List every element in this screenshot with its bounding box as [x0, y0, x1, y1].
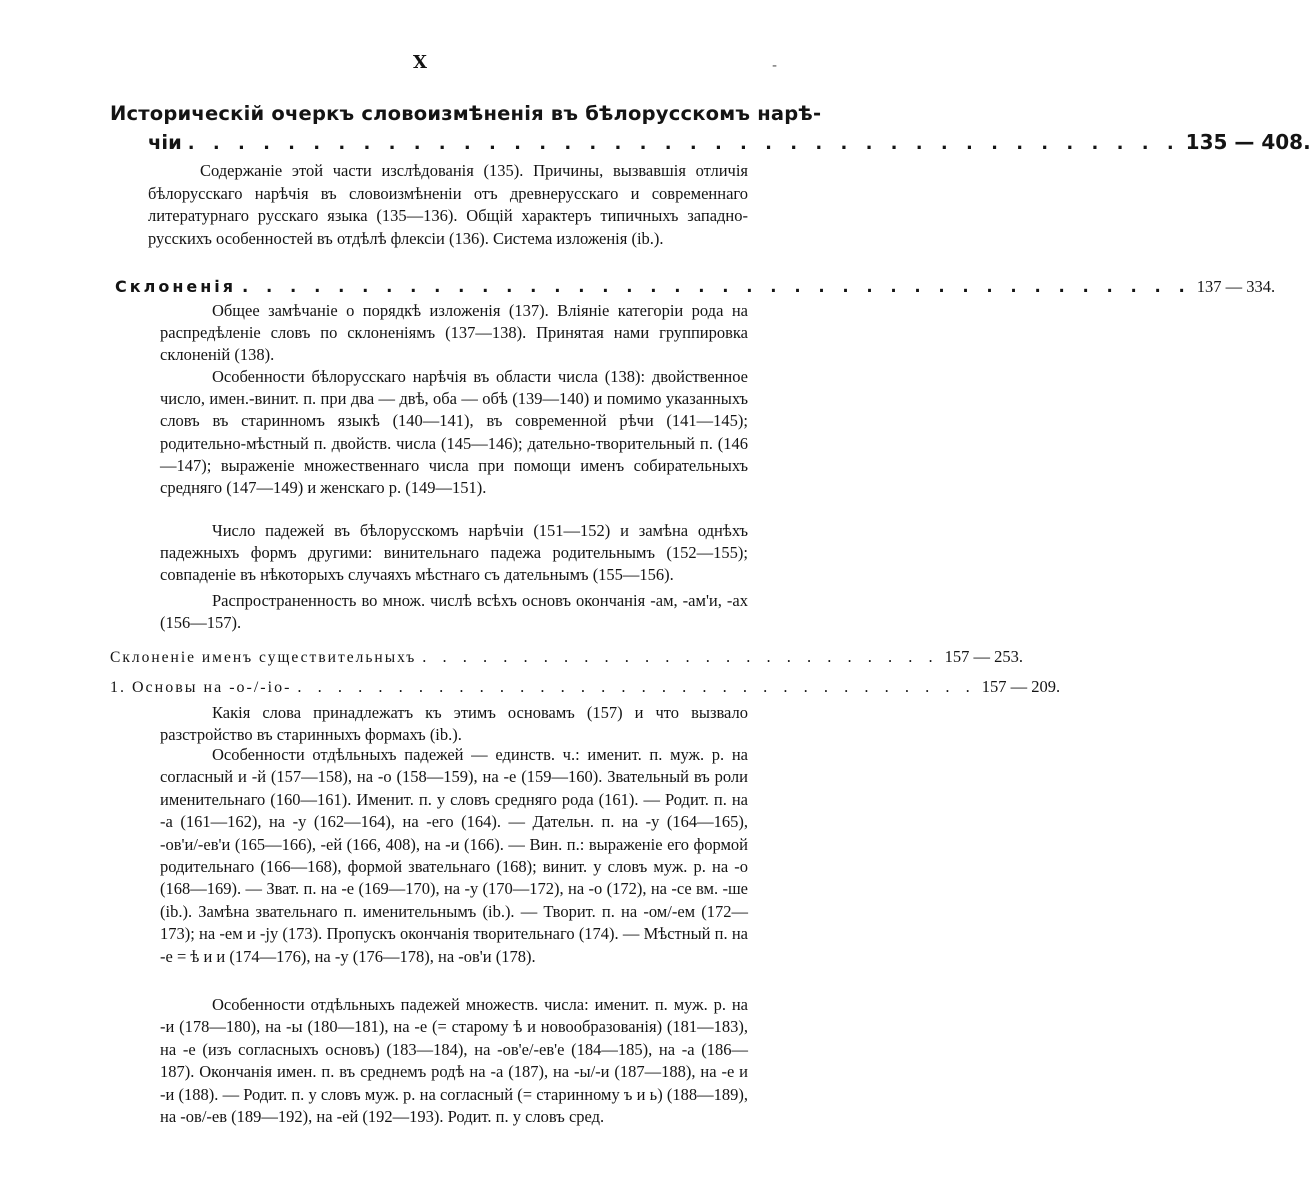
stems-heading	[110, 676, 1061, 699]
stems-paragraph-1: Какія слова принадлежатъ къ этимъ основамъ (157) и что вызвало разстройство въ старинныхъ формахъ (ib.).	[160, 703, 748, 745]
declension-paragraph-1: Общее замѣчаніе о порядкѣ изложенія (137). Вліяніе категоріи рода на распредѣленіе словъ по склоненіямъ (137—138). Принятая нами группировка склоненій (138).	[160, 301, 748, 365]
chapter-pages: 135 — 408.	[1185, 130, 1311, 154]
chapter-title-end: чіи	[148, 131, 182, 154]
stems-title: 1. Основы на -о-/-io-	[110, 679, 292, 696]
leader-dots: . . . . . . . . . . . . . . . . . . . . . . . . . .	[422, 647, 939, 666]
leader-dots: . . . . . . . . . . . . . . . . . . . . . . . . . . . . . . . . . .	[297, 677, 976, 696]
declension-paragraph-2: Особенности бѣлорусскаго нарѣчія въ области числа (138): двойственное число, имен.-винит. п. при два — двѣ, оба — обѣ (139—140) и помимо указанныхъ словъ въ старинномъ языкѣ (140—141), въ современной рѣчи (141—145); родительно-мѣстный п. двойств. числа (145—146); дательно-творительный п. (146—147); выраженіе множественнаго числа при помощи именъ собирательныхъ средняго (147—149) и женскаго р. (149—151).	[160, 367, 748, 498]
declension-heading	[115, 276, 1276, 298]
leader-dots: . . . . . . . . . . . . . . . . . . . . . . . . . . . . . . . . . . . . . . . .	[187, 133, 1180, 154]
declension-paragraph-3: Число падежей въ бѣлорусскомъ нарѣчіи (151—152) и замѣна однѣхъ падежныхъ формъ другими: винительнаго падежа родительнымъ (152—155); совпаденіе въ нѣкоторыхъ случаяхъ мѣстнаго съ дательнымъ (155—156).	[160, 521, 748, 585]
page-number: X	[413, 52, 427, 73]
declension-title: Склоненія	[115, 277, 237, 296]
chapter-title: Историческій очеркъ словоизмѣненія въ бѣлорусскомъ нарѣ-	[110, 102, 822, 125]
declension-pages: 137 — 334.	[1196, 277, 1276, 296]
corner-mark: -	[772, 58, 778, 74]
leader-dots: . . . . . . . . . . . . . . . . . . . . . . . . . . . . . . . . . . . . . . . .	[242, 277, 1191, 296]
nouns-pages: 157 — 253.	[944, 647, 1024, 666]
chapter-title-line2	[148, 130, 1311, 158]
stems-pages: 157 — 209.	[981, 677, 1061, 696]
chapter-summary: Содержаніе этой части изслѣдованія (135). Причины, вызвавшія отличія бѣлорусскаго нарѣчія въ словоизмѣненіи отъ древнерусскаго и современнаго литературнаго русскаго языка (135—136). Общій характеръ типичныхъ западно-русскихъ особенностей въ отдѣлѣ флексіи (136). Система изложенія (ib.).	[148, 161, 748, 248]
stems-paragraph-3: Особенности отдѣльныхъ падежей множеств. числа: именит. п. муж. р. на -и (178—180), на -ы (180—181), на -е (= старому ѣ и новообразованія) (181—183), на -е (изъ согласныхъ основъ) (183—184), на -ов'е/-ев'е (184—185), на -а (186—187). Окончанія имен. п. въ среднемъ родѣ на -а (187), на -ы/-и (187—188), на -е и -и (188). — Родит. п. у словъ муж. р. на согласный (= старинному ъ и ь) (188—189), на -ов/-ев (189—192), на -ей (192—193). Родит. п. у словъ сред.	[160, 995, 748, 1127]
nouns-title: Склоненіе именъ существительныхъ	[110, 649, 417, 666]
nouns-heading	[110, 646, 1024, 669]
stems-paragraph-2: Особенности отдѣльныхъ падежей — единств. ч.: именит. п. муж. р. на согласный и -й (157—158), на -о (158—159), на -е (159—160). Звательный въ роли именительнаго (160—161). Именит. п. у словъ средняго рода (161). — Родит. п. на -а (161—162), на -у (162—164), на -его (164). — Дательн. п. на -у (164—165), -ов'и/-ев'и (165—166), -ей (166, 408), на -и (166). — Вин. п.: выраженіе его формой родительнаго (166—168), формой звательнаго (168); винит. у словъ муж. р. на -о (168—169). — Зват. п. на -е (169—170), на -у (170—172), на -о (172), на -се вм. -ше (ib.). Замѣна звательнаго п. именительнымъ (ib.). — Творит. п. на -ом/-ем (172—173); на -ем и -ју (173). Пропускъ окончанія творительнаго (174). — Мѣстный п. на -е = ѣ и и (174—176), на -у (176—178), на -ов'и (178).	[160, 745, 748, 966]
declension-paragraph-4: Распространенность во множ. числѣ всѣхъ основъ окончанія -ам, -ам'и, -ах (156—157).	[160, 591, 748, 633]
